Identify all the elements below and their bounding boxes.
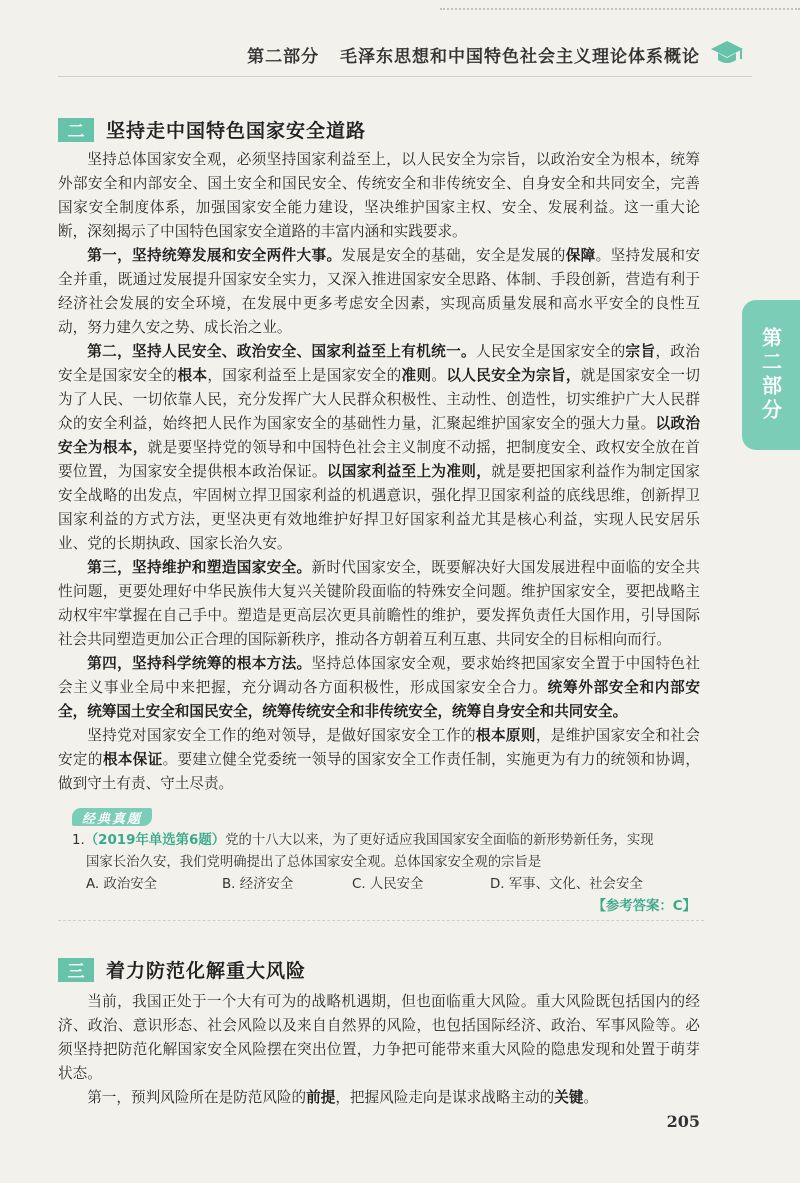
question-line-2: 国家长治久安，我们党明确提出了总体国家安全观。总体国家安全观的宗旨是 (86, 855, 542, 870)
side-tab (742, 300, 800, 450)
question-options (72, 874, 702, 896)
running-header (247, 42, 700, 67)
bold-lead: 第四，坚持科学统筹的根本方法。 (87, 655, 312, 672)
section-3-body (58, 990, 700, 1110)
section-title: 坚持走中国特色国家安全道路 (106, 120, 367, 142)
paragraph: 第四，坚持科学统筹的根本方法。坚持总体国家安全观，要求始终把国家安全置于中国特色社会主义事业全局中来把握，充分调动各方面积极性，形成国家安全合力。统筹外部安全和内部安全，统筹国土安全和国民安全，统筹传统安全和非传统安全，统筹自身安全和共同安全。 (58, 655, 700, 720)
option-a: A. 政治安全 (86, 877, 157, 892)
paragraph: 第二，坚持人民安全、政治安全、国家利益至上有机统一。人民安全是国家安全的宗旨，政治安全是国家安全的根本，国家利益至上是国家安全的准则。以人民安全为宗旨，就是国家安全一切为了人民、一切依靠人民，充分发挥广大人民群众积极性、主动性、创造性，切实维护广大人民群众的安全利益，始终把人民作为国家安全的基础性力量，汇聚起维护国家安全的强大力量。以政治安全为根本，就是要坚持党的领导和中国特色社会主义制度不动摇，把制度安全、政权安全放在首要位置，为国家安全提供根本政治保证。以国家利益至上为准则，就是要把国家利益作为制定国家安全战略的出发点，牢固树立捍卫国家利益的机遇意识，强化捍卫国家利益的底线思维，创新捍卫国家利益的方式方法，更坚决更有效地维护好捍卫好国家利益尤其是核心利益，实现人民安居乐业、党的长期执政、国家长治久安。 (58, 343, 700, 552)
bold-lead: 第三，坚持维护和塑造国家安全。 (87, 559, 312, 576)
section-heading-2 (58, 116, 366, 143)
dashed-divider (58, 920, 704, 921)
paragraph: 坚持党对国家安全工作的绝对领导，是做好国家安全工作的根本原则，是维护国家安全和社会安定的根本保证。要建立健全党委统一领导的国家安全工作责任制，实施更为有力的统领和协调，做到守土有责、守土尽责。 (58, 727, 700, 792)
graduation-cap-icon (710, 38, 744, 68)
section-2-body (58, 148, 700, 796)
bold-lead: 第二，坚持人民安全、政治安全、国家利益至上有机统一。 (87, 343, 476, 360)
exam-question (72, 830, 702, 918)
question-year: （2019年单选第6题） (84, 833, 226, 848)
reference-answer: 【参考答案：C】 (592, 899, 696, 914)
option-c: C. 人民安全 (352, 877, 424, 892)
side-tab-label: 第二部分 (758, 327, 783, 423)
page-number: 205 (666, 1112, 700, 1131)
option-b: B. 经济安全 (222, 877, 294, 892)
question-line-1: 1.（2019年单选第6题）党的十八大以来，为了更好适应我国国家安全面临的新形势新任务，实现 (72, 833, 654, 848)
section-heading-3 (58, 956, 306, 983)
classic-exam-tag: 经典真题 (72, 808, 152, 826)
header-title: 毛泽东思想和中国特色社会主义理论体系概论 (340, 47, 700, 67)
top-edge-strip (440, 8, 800, 20)
header-part: 第二部分 (247, 47, 320, 67)
paragraph: 坚持总体国家安全观，必须坚持国家利益至上，以人民安全为宗旨，以政治安全为根本，统筹外部安全和内部安全、国土安全和国民安全、传统安全和非传统安全、自身安全和共同安全，完善国家安全制度体系，加强国家安全能力建设，坚决维护国家主权、安全、发展利益。这一重大论断，深刻揭示了中国特色国家安全道路的丰富内涵和实践要求。 (58, 151, 700, 240)
paragraph: 第一，坚持统筹发展和安全两件大事。发展是安全的基础，安全是发展的保障。坚持发展和安全并重，既通过发展提升国家安全实力，又深入推进国家安全思路、体制、手段创新，营造有利于经济社会发展的安全环境，在发展中更多考虑安全因素，实现高质量发展和高水平安全的良性互动，努力建久安之势、成长治之业。 (58, 247, 700, 336)
paragraph: 第一，预判风险所在是防范风险的前提，把握风险走向是谋求战略主动的关键。 (87, 1089, 599, 1106)
section-number: 三 (58, 958, 94, 982)
section-title: 着力防范化解重大风险 (106, 960, 307, 982)
bold-lead: 第一，坚持统筹发展和安全两件大事。 (87, 247, 342, 264)
option-d: D. 军事、文化、社会安全 (490, 877, 643, 892)
header-divider (58, 76, 752, 77)
section-number: 二 (58, 118, 94, 142)
paragraph: 第三，坚持维护和塑造国家安全。新时代国家安全，既要解决好大国发展进程中面临的安全共性问题，更要处理好中华民族伟大复兴关键阶段面临的特殊安全问题。维护国家安全，要把战略主动权牢牢掌握在自己手中。塑造是更高层次更具前瞻性的维护，要发挥负责任大国作用，引导国际社会共同塑造更加公正合理的国际新秩序，推动各方朝着互利互惠、共同安全的目标相向而行。 (58, 559, 700, 648)
paragraph: 当前，我国正处于一个大有可为的战略机遇期，但也面临重大风险。重大风险既包括国内的经济、政治、意识形态、社会风险以及来自自然界的风险，也包括国际经济、政治、军事风险等。必须坚持把防范化解国家安全风险摆在突出位置，力争把可能带来重大风险的隐患发现和处置于萌芽状态。 (58, 993, 700, 1082)
